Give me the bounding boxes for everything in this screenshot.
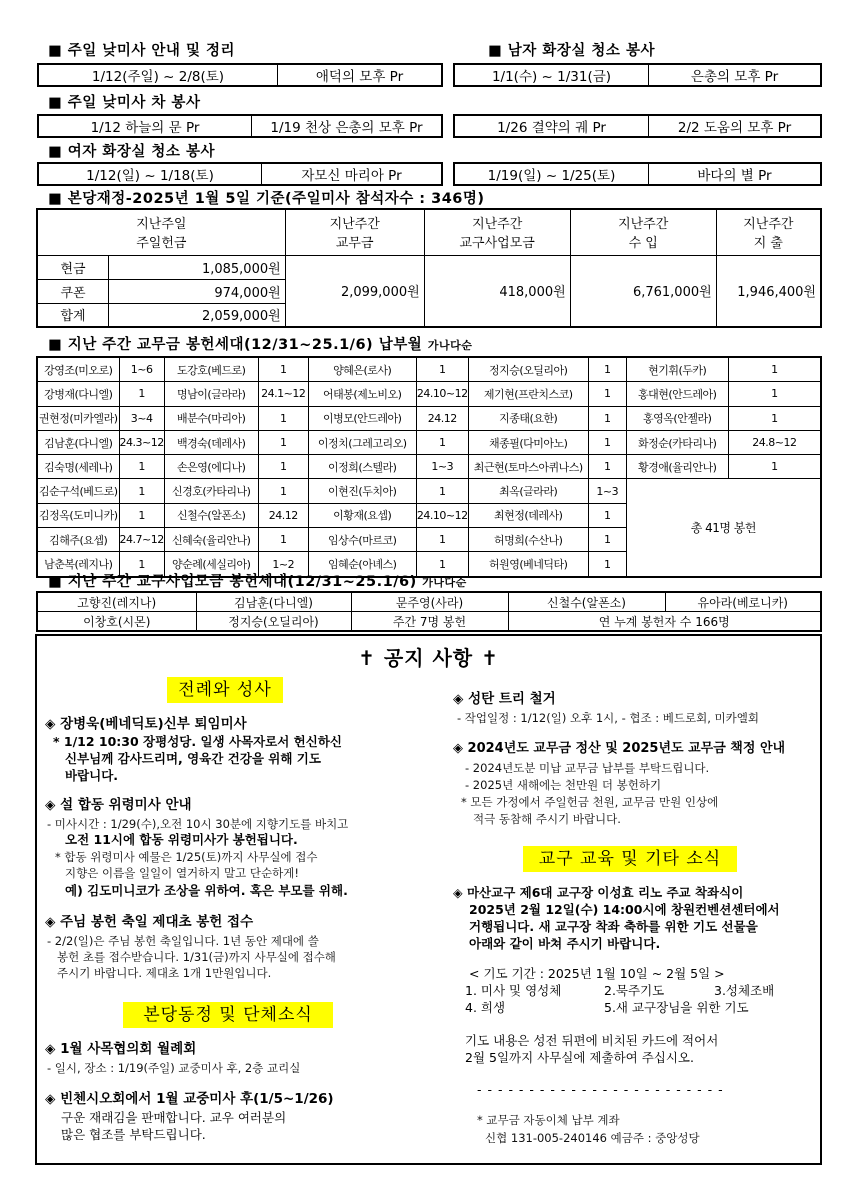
donor-name: 이정희(스텔라) xyxy=(308,455,416,479)
notice-title: ✝ 공지 사항 ✝ xyxy=(358,646,499,670)
lunch-guide-box xyxy=(37,63,443,87)
women-restroom-box-right xyxy=(453,162,822,186)
lunch-tea-title: ■ 주일 낮미사 차 봉사 xyxy=(48,95,201,111)
finance-kyomu: 2,099,000원 xyxy=(285,255,424,327)
retirement-mass-heading: ◈ 장병욱(베네딕토)신부 퇴임미사 xyxy=(45,716,247,732)
finance-row-value: 974,000원 xyxy=(109,279,286,303)
donor-months: 1~3 xyxy=(416,455,468,479)
donor-name: 화정순(카타리나) xyxy=(626,430,728,454)
donor-name: 이황재(요셉) xyxy=(308,503,416,527)
lunch-guide-period: 1/12(주일) ~ 2/8(토) xyxy=(91,69,225,85)
donor-months: 1~3 xyxy=(588,479,626,503)
donor-name: 최옥(글라라) xyxy=(468,479,588,503)
donor-months: 1~2 xyxy=(258,552,308,577)
donor-row xyxy=(37,430,821,454)
vincent-society-heading: ◈ 빈첸시오회에서 1월 교중미사 후(1/5~1/26) xyxy=(45,1091,334,1107)
women-restroom-box-left xyxy=(37,162,443,186)
donor-row xyxy=(37,382,821,406)
prayer-period: < 기도 기간 : 2025년 1월 10일 ~ 2월 5일 > xyxy=(469,966,725,981)
finance-table xyxy=(36,208,822,328)
donor-name: 신혜숙(율리안나) xyxy=(164,528,258,552)
project-donor: 이창호(시몬) xyxy=(37,612,196,632)
prayer-item: 3.성체조배 xyxy=(714,983,775,998)
women-restroom-item: 바다의 별 Pr xyxy=(648,164,820,184)
candle-offering-heading: ◈ 주님 봉헌 축일 제대초 봉헌 접수 xyxy=(45,914,254,930)
donor-months: 1 xyxy=(119,552,164,577)
donor-months: 24.12 xyxy=(416,406,468,430)
donor-name: 남춘복(레지나) xyxy=(37,552,119,577)
prayer-item: 1. 미사 및 영성체 xyxy=(465,983,562,998)
donor-name: 지종태(요한) xyxy=(468,406,588,430)
prayer-item: 4. 희생 xyxy=(465,1000,506,1015)
lunch-tea-item: 1/12 하늘의 문 Pr xyxy=(90,120,200,136)
donor-months: 1 xyxy=(258,528,308,552)
donor-name: 배분수(마리아) xyxy=(164,406,258,430)
donor-months: 1 xyxy=(119,503,164,527)
women-restroom-title: ■ 여자 화장실 청소 봉사 xyxy=(48,144,215,160)
donor-months: 1 xyxy=(728,406,821,430)
prayer-item: 2.묵주기도 xyxy=(604,983,665,998)
donor-months: 1 xyxy=(588,430,626,454)
men-restroom-period: 1/1(수) ~ 1/31(금) xyxy=(491,69,612,85)
donor-name: 도강호(베드로) xyxy=(164,357,258,382)
donor-name: 홍대현(안드레아) xyxy=(626,382,728,406)
donor-months: 1 xyxy=(728,382,821,406)
donor-name: 최근현(토마스아퀴나스) xyxy=(468,455,588,479)
donor-months: 24.10~12 xyxy=(416,382,468,406)
donor-months: 1 xyxy=(258,430,308,454)
donor-row xyxy=(37,406,821,430)
lunch-guide-title: ■ 주일 낮미사 안내 및 정리 xyxy=(48,43,236,59)
donor-name: 신경호(카타리나) xyxy=(164,479,258,503)
kyomu-notice-line: * 모든 가정에서 주일헌금 천원, 교무금 만원 인상에 xyxy=(461,795,719,809)
finance-title: ■ 본당재정-2025년 1월 5일 기준(주일미사 참석자수 : 346명) xyxy=(48,191,485,207)
women-restroom-item: 1/12(일) ~ 1/18(토) xyxy=(86,168,214,184)
vincent-society-line: 많은 협조를 부탁드립니다. xyxy=(61,1127,206,1142)
section-diocese-news-label: 교구 교육 및 기타 소식 xyxy=(523,846,737,872)
donor-name: 허원영(베네딕타) xyxy=(468,552,588,577)
tree-removal-heading: ◈ 성탄 트리 철거 xyxy=(453,691,556,707)
finance-header: 지난주간 수 입 xyxy=(570,209,716,255)
project-donor: 유아라(베로니카) xyxy=(665,592,821,612)
donor-name: 손은영(에디나) xyxy=(164,455,258,479)
lunch-tea-item: 1/19 천상 은총의 모후 Pr xyxy=(251,116,441,136)
donor-months: 1 xyxy=(258,479,308,503)
council-meeting-heading: ◈ 1월 사목협의회 월례회 xyxy=(45,1041,197,1057)
kyomu-notice-line: - 2024년도분 미납 교무금 납부를 부탁드립니다. xyxy=(465,761,710,775)
donor-months: 1 xyxy=(416,479,468,503)
finance-row-label: 현금 xyxy=(37,255,109,279)
project-annual-count: 연 누계 봉헌자 수 166명 xyxy=(508,612,821,632)
donor-name: 어태봉(제노비오) xyxy=(308,382,416,406)
donor-row xyxy=(37,455,821,479)
lunch-tea-box-right xyxy=(453,114,822,138)
donor-name: 정지승(오딜리아) xyxy=(468,357,588,382)
donor-months: 3~4 xyxy=(119,406,164,430)
auto-transfer-line: 신협 131-005-240146 예금주 : 중앙성당 xyxy=(485,1131,700,1145)
donor-months: 1 xyxy=(416,552,468,577)
donor-months: 1 xyxy=(588,382,626,406)
kyomu-notice-line: 적극 동참해 주시기 바랍니다. xyxy=(473,812,621,826)
donor-name: 김순구석(베드로) xyxy=(37,479,119,503)
donor-months: 1~6 xyxy=(119,357,164,382)
donor-name: 백경숙(데레사) xyxy=(164,430,258,454)
donor-months: 1 xyxy=(588,455,626,479)
finance-header: 지난주일 주일헌금 xyxy=(37,209,285,255)
project-title: ■ 지난 주간 교구사업모금 봉헌세대(12/31~25.1/6) 가나다순 xyxy=(48,574,467,590)
finance-expense: 1,946,400원 xyxy=(716,255,821,327)
candle-offering-line: 봉헌 초를 접수받습니다. 1/31(금)까지 사무실에 접수해 xyxy=(57,950,336,964)
divider: - - - - - - - - - - - - - - - - - - - - - - - - xyxy=(477,1082,724,1097)
prayer-card-line: 기도 내용은 성전 뒤편에 비치된 카드에 적어서 xyxy=(465,1033,719,1048)
donor-name: 신철수(알폰소) xyxy=(164,503,258,527)
candle-offering-line: 주시기 바랍니다. 제대초 1개 1만원입니다. xyxy=(57,966,272,980)
donor-name: 채종필(다미아노) xyxy=(468,430,588,454)
men-restroom-title: ■ 남자 화장실 청소 봉사 xyxy=(488,43,655,59)
donor-name: 권현정(미카엘라) xyxy=(37,406,119,430)
donor-months: 1 xyxy=(588,357,626,382)
donor-name: 김해주(요셉) xyxy=(37,528,119,552)
memorial-mass-line: - 미사시간 : 1/29(수),오전 10시 30분에 지향기도를 바치고 xyxy=(47,817,349,831)
donor-name: 허명희(수산나) xyxy=(468,528,588,552)
donor-name: 강병재(다니엘) xyxy=(37,382,119,406)
donor-name: 최현정(데레사) xyxy=(468,503,588,527)
retirement-mass-line: 신부님께 감사드리며, 영육간 건강을 위해 기도 xyxy=(65,751,321,766)
kyomu-notice-line: - 2025년 새해에는 천만원 더 봉헌하기 xyxy=(465,778,662,792)
finance-header: 지난주간 교구사업모금 xyxy=(424,209,570,255)
women-restroom-item: 1/19(일) ~ 1/25(토) xyxy=(487,168,616,184)
project-table xyxy=(36,591,822,632)
auto-transfer-line: * 교무금 자동이체 납부 계좌 xyxy=(477,1113,620,1127)
donors-title: ■ 지난 주간 교무금 봉헌세대(12/31~25.1/6) 납부월 가나다순 xyxy=(48,337,473,353)
finance-row-label: 쿠폰 xyxy=(37,279,109,303)
donor-months: 24.10~12 xyxy=(416,503,468,527)
donor-name: 양순례(세실리아) xyxy=(164,552,258,577)
project-donor: 신철수(알폰소) xyxy=(508,592,665,612)
donor-months: 1 xyxy=(728,357,821,382)
donor-name: 김정옥(도미니카) xyxy=(37,503,119,527)
project-donor: 김남훈(다니엘) xyxy=(196,592,351,612)
donor-name: 이현진(두치아) xyxy=(308,479,416,503)
installation-line: ◈ 마산교구 제6대 교구장 이성효 리노 주교 착좌식이 xyxy=(453,885,744,900)
donor-months: 24.1~12 xyxy=(258,382,308,406)
lunch-tea-item: 1/26 결약의 궤 Pr xyxy=(497,120,606,136)
donor-name: 강영조(미오로) xyxy=(37,357,119,382)
men-restroom-box xyxy=(453,63,822,87)
installation-line: 거행됩니다. 새 교구장 착좌 축하를 위한 기도 선물을 xyxy=(469,919,758,934)
donor-months: 1 xyxy=(119,479,164,503)
project-donor: 고향진(레지나) xyxy=(37,592,196,612)
donor-months: 1 xyxy=(588,528,626,552)
section-parish-news-label: 본당동정 및 단체소식 xyxy=(123,1002,333,1028)
retirement-mass-line: 바랍니다. xyxy=(65,768,119,783)
donor-name: 현기휘(두카) xyxy=(626,357,728,382)
donor-months: 1 xyxy=(258,406,308,430)
memorial-mass-line: 예) 김도미니코가 조상을 위하여. 혹은 부모를 위해. xyxy=(65,883,348,898)
memorial-mass-line: 오전 11시에 합동 위령미사가 봉헌됩니다. xyxy=(65,832,298,847)
donor-row xyxy=(37,357,821,382)
donor-months: 1 xyxy=(119,455,164,479)
finance-row-value: 1,085,000원 xyxy=(109,255,286,279)
project-weekly-count: 주간 7명 봉헌 xyxy=(351,612,508,632)
donor-months: 24.8~12 xyxy=(728,430,821,454)
lunch-guide-group: 애덕의 모후 Pr xyxy=(277,65,441,85)
installation-line: 아래와 같이 바쳐 주시기 바랍니다. xyxy=(469,936,661,951)
donor-months: 1 xyxy=(588,552,626,577)
memorial-mass-line: 지향은 이름을 일일이 열거하지 말고 단순하게! xyxy=(65,866,299,880)
finance-row-label: 합계 xyxy=(37,303,109,327)
finance-row-value: 2,059,000원 xyxy=(109,303,286,327)
donor-months: 1 xyxy=(588,503,626,527)
donor-months: 24.12 xyxy=(258,503,308,527)
donor-name: 임혜순(아녜스) xyxy=(308,552,416,577)
donor-name: 양혜은(로사) xyxy=(308,357,416,382)
donor-name: 명남이(글라라) xyxy=(164,382,258,406)
memorial-mass-line: * 합동 위령미사 예물은 1/25(토)까지 사무실에 접수 xyxy=(55,850,318,864)
council-meeting-line: - 일시, 장소 : 1/19(주일) 교중미사 후, 2층 교리실 xyxy=(47,1061,301,1075)
project-donor: 정지승(오딜리아) xyxy=(196,612,351,632)
tree-removal-line: - 작업일정 : 1/12(일) 오후 1시, - 협조 : 베드로회, 미카엘회 xyxy=(457,711,759,725)
men-restroom-group: 은총의 모후 Pr xyxy=(648,65,820,85)
donor-months: 1 xyxy=(258,357,308,382)
donor-months: 1 xyxy=(416,430,468,454)
notice-box xyxy=(35,634,822,1165)
donor-row xyxy=(37,479,821,503)
donor-months: 1 xyxy=(588,406,626,430)
donor-months: 24.3~12 xyxy=(119,430,164,454)
donor-months: 1 xyxy=(119,382,164,406)
donor-months: 24.7~12 xyxy=(119,528,164,552)
donor-name: 황경애(율리안나) xyxy=(626,455,728,479)
women-restroom-item: 자모신 마리아 Pr xyxy=(261,164,441,184)
memorial-mass-heading: ◈ 설 합동 위령미사 안내 xyxy=(45,797,192,813)
donor-name: 김숙명(세레나) xyxy=(37,455,119,479)
donor-name: 이병모(안드레아) xyxy=(308,406,416,430)
finance-header: 지난주간 교무금 xyxy=(285,209,424,255)
donor-name: 임상수(마르코) xyxy=(308,528,416,552)
donor-name: 이정치(그레고리오) xyxy=(308,430,416,454)
candle-offering-line: - 2/2(일)은 주님 봉헌 축일입니다. 1년 동안 제대에 쓸 xyxy=(47,934,319,948)
lunch-tea-item: 2/2 도움의 모후 Pr xyxy=(648,116,820,136)
kyomu-notice-heading: ◈ 2024년도 교무금 정산 및 2025년도 교무금 책정 안내 xyxy=(453,741,786,756)
finance-kyogu: 418,000원 xyxy=(424,255,570,327)
donor-months: 1 xyxy=(416,357,468,382)
donor-months: 1 xyxy=(728,455,821,479)
retirement-mass-line: * 1/12 10:30 장평성당. 일생 사목자로서 헌신하신 xyxy=(53,734,342,749)
donor-name: 홍영옥(안젤라) xyxy=(626,406,728,430)
section-liturgy-label: 전례와 성사 xyxy=(167,677,283,703)
donor-months: 1 xyxy=(258,455,308,479)
donor-name: 제기현(프란치스코) xyxy=(468,382,588,406)
donor-name: 김남훈(다니엘) xyxy=(37,430,119,454)
donor-total: 총 41명 봉헌 xyxy=(626,479,821,577)
installation-line: 2025년 2월 12일(수) 14:00시에 창원컨벤션센터에서 xyxy=(469,902,780,917)
lunch-tea-box-left xyxy=(37,114,443,138)
finance-income: 6,761,000원 xyxy=(570,255,716,327)
prayer-card-line: 2월 5일까지 사무실에 제출하여 주십시오. xyxy=(465,1050,694,1065)
donors-table xyxy=(36,356,822,578)
finance-header: 지난주간 지 출 xyxy=(716,209,821,255)
prayer-item: 5.새 교구장님을 위한 기도 xyxy=(604,1000,749,1015)
vincent-society-line: 구운 재래김을 판매합니다. 교우 여러분의 xyxy=(61,1110,287,1125)
donor-months: 1 xyxy=(416,528,468,552)
project-donor: 문주영(사라) xyxy=(351,592,508,612)
